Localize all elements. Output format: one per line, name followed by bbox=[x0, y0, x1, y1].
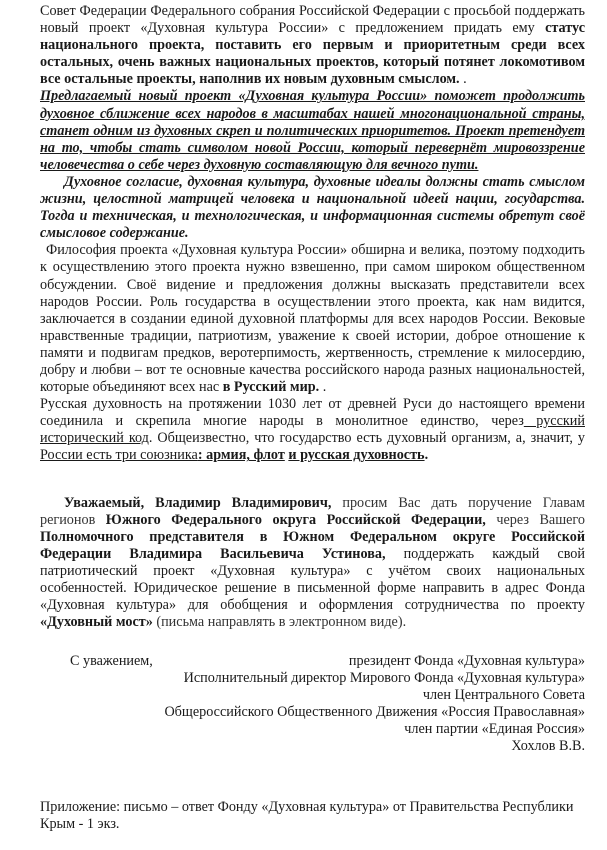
bold-emphasis: в Русский мир. bbox=[222, 379, 320, 396]
project-name: «Духовный мост» bbox=[40, 614, 153, 631]
signature-line: Общероссийского Общественного Движения «Россия Православная» bbox=[164, 704, 585, 721]
signature-line: президент Фонда «Духовная культура» bbox=[348, 653, 585, 670]
paragraph-russian-spirituality bbox=[40, 396, 585, 464]
paragraph-text: Философия проекта «Духовная культура России» обширна и велика, поэтому подходить к осуществлению этого проекта нужно взвешенно, при самом широком общественном обсуждении. Своё видение и предложения должны высказать представители всех народов России. Роль государства в осуществлении этого проекта, как нам видится, заключается в создании единой духовной платформы для всех народов России. Вековые нравственные традиции, патриотизм, уважение к своей истории, доброе отношение к памяти и подвигам предков, веротерпимость, жертвенность, стремление к милосердию, добру и любви – вот те основные качества российского народа разных национальностей, которые объединяют всех нас bbox=[40, 242, 585, 396]
underlined-phrase: России есть три союзника bbox=[40, 447, 198, 464]
spacer bbox=[40, 631, 585, 653]
signature-line: член Центрального Совета bbox=[422, 687, 585, 704]
paragraph-project-proposal: Предлагаемый новый проект «Духовная культура России» поможет продолжить духовное сближение всех народов в масштабах нашей многонациональной страны, станет одним из духовных скреп и политических приоритетов. Проект претендует на то, чтобы стать символом новой России, который перевернёт мировоззрение человечества о себе через духовную составляющую для вечного пути. bbox=[40, 88, 585, 173]
paragraph-text: через Вашего bbox=[485, 511, 585, 528]
bold-underlined-phrase: и русская духовность bbox=[288, 447, 425, 464]
paragraph-text: (письма направлять в электронном виде). bbox=[152, 614, 407, 631]
trailing-dot: . bbox=[459, 71, 467, 88]
addressee: Уважаемый, Владимир Владимирович, bbox=[64, 494, 332, 511]
attachment-note: Приложение: письмо – ответ Фонду «Духовная культура» от Правительства Республики Крым - 1 экз. bbox=[40, 799, 574, 833]
closing-greeting: С уважением, bbox=[70, 653, 153, 670]
bold-underlined-phrase: : армия, флот bbox=[197, 447, 285, 464]
signature-block bbox=[40, 653, 585, 755]
bold-emphasis: Полномочного представителя в Южном Федеральном округе Российской Федерации Владимира Васильевича Устинова, bbox=[40, 528, 585, 562]
paragraph-appeal bbox=[40, 495, 585, 632]
signature-line: Исполнительный директор Мирового Фонда «Духовная культура» bbox=[183, 670, 585, 687]
signer-name: Хохлов В.В. bbox=[511, 738, 585, 755]
trailing-dot: . bbox=[319, 379, 327, 396]
bold-emphasis: статус национального проекта, поставить его первым и приоритетным среди всех остальных, очень важных национальных проектов, который потянет локомотивом все остальные проекты, наполнив их новым духовным смыслом. bbox=[40, 20, 585, 88]
underlined-phrase: русский исторический код bbox=[40, 413, 585, 447]
letter-page bbox=[40, 3, 585, 833]
paragraph-philosophy bbox=[40, 242, 585, 396]
signature-line: член партии «Единая Россия» bbox=[404, 721, 585, 738]
paragraph-federation-council bbox=[40, 3, 585, 88]
spacer bbox=[40, 465, 585, 495]
paragraph-text: . Общеизвестно, что государство есть духовный организм, а, значит, у bbox=[148, 430, 585, 447]
paragraph-spiritual-accord: Духовное согласие, духовная культура, духовные идеалы должны стать смыслом жизни, целостной матрицей человека и национальной идеей нации, государства. Тогда и техническая, и технологическая, и информационная системы обретут своё смысловое содержание. bbox=[40, 173, 585, 242]
bold-emphasis: Южного Федерального округа Российской Федерации, bbox=[105, 511, 486, 528]
paragraph-text: просим Вас дать поручение Главам регионов bbox=[40, 494, 585, 528]
paragraph-text: Русская духовность на протяжении 1030 лет от древней Руси до настоящего времени соединила и скрепила многие народы в монолитное единство, через bbox=[40, 396, 585, 430]
paragraph-text: поддержать каждый свой патриотический проект «Духовная культура» с учётом своих национальных особенностей. Юридическое решение в письменной форме направить в адрес Фонда «Духовная культура» для обобщения и оформления сотрудничества по проекту bbox=[40, 545, 585, 614]
period: . bbox=[424, 447, 429, 464]
paragraph-text: Совет Федерации Федерального собрания Российской Федерации с просьбой поддержать новый проект «Духовная культура России» с предложением придать ему bbox=[40, 3, 585, 37]
spacer bbox=[40, 755, 585, 799]
